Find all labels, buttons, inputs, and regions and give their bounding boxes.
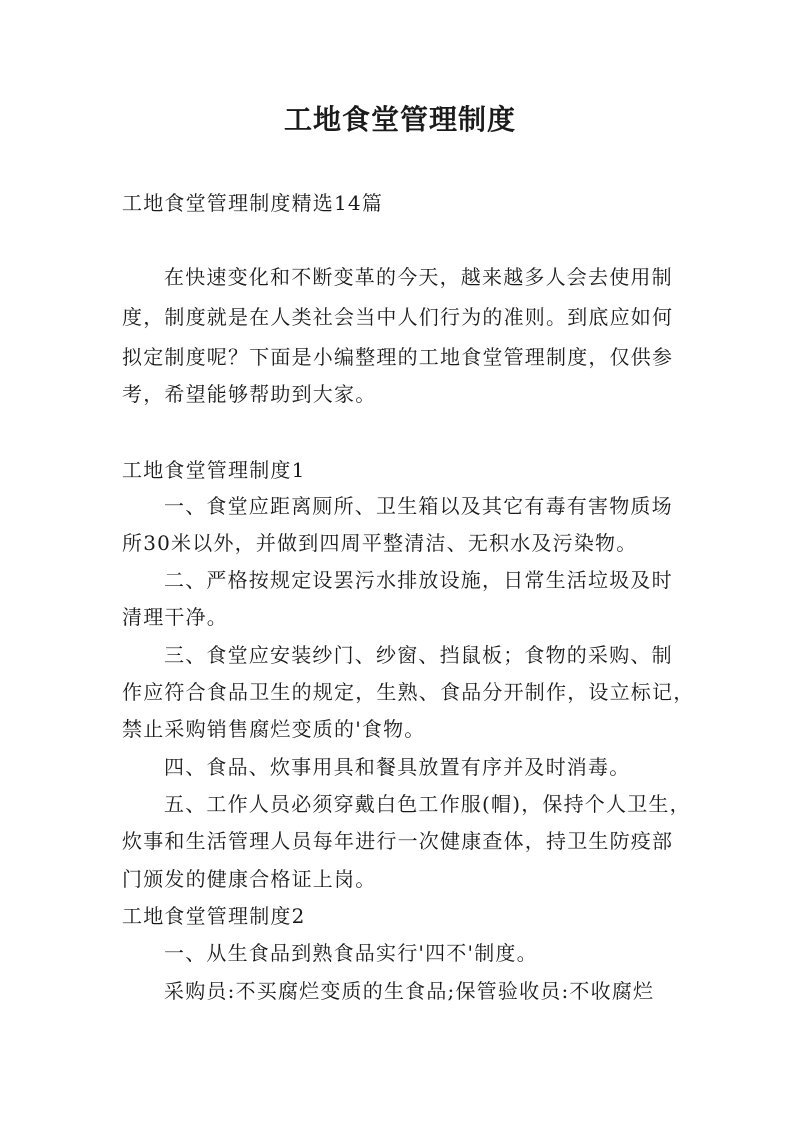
document-subtitle: 工地食堂管理制度精选14篇	[122, 191, 384, 215]
paragraph-line: 四、食品、炊事用具和餐具放置有序并及时消毒。	[164, 755, 631, 779]
document-title: 工地食堂管理制度	[283, 103, 516, 136]
paragraph-line: 门颁发的健康合格证上岗。	[122, 867, 377, 891]
paragraph-line: 所30米以外，并做到四周平整清洁、无积水及污染物。	[122, 531, 638, 555]
paragraph-line: 二、严格按规定设罢污水排放设施，日常生活垃圾及时	[164, 568, 673, 592]
intro-line: 在快速变化和不断变革的今天，越来越多人会去使用制	[164, 265, 673, 289]
paragraph-line: 采购员:不买腐烂变质的生食品;保管验收员:不收腐烂	[164, 979, 655, 1003]
intro-line: 度，制度就是在人类社会当中人们行为的准则。到底应如何	[122, 305, 674, 329]
intro-line: 考，希望能够帮助到大家。	[122, 382, 377, 406]
paragraph-line: 作应符合食品卫生的规定，生熟、食品分开制作，设立标记，	[122, 680, 695, 704]
section-heading: 工地食堂管理制度2	[122, 904, 306, 928]
paragraph-line: 清理干净。	[122, 605, 228, 629]
paragraph-line: 禁止采购销售腐烂变质的'食物。	[122, 717, 426, 741]
section-heading: 工地食堂管理制度1	[122, 458, 306, 482]
intro-line: 拟定制度呢？下面是小编整理的工地食堂管理制度，仅供参	[122, 345, 674, 369]
paragraph-line: 炊事和生活管理人员每年进行一次健康查体，持卫生防疫部	[122, 829, 674, 853]
paragraph-line: 一、从生食品到熟食品实行'四不'制度。	[164, 941, 538, 965]
paragraph-line: 一、食堂应距离厕所、卫生箱以及其它有毒有害物质场	[164, 494, 673, 518]
paragraph-line: 五、工作人员必须穿戴白色工作服(帽)，保持个人卫生，	[164, 792, 691, 816]
paragraph-line: 三、食堂应安装纱门、纱窗、挡鼠板；食物的采购、制	[164, 643, 673, 667]
